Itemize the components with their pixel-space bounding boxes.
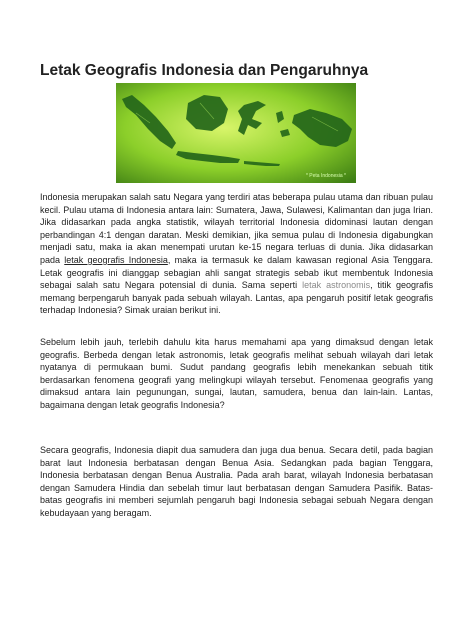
map-caption: * Peta Indonesia * bbox=[305, 173, 346, 179]
page-title: Letak Geografis Indonesia dan Pengaruhnya bbox=[40, 62, 369, 79]
paragraph-1-text-a: Indonesia merupakan salah satu Negara yang terdiri atas beberapa pulau utama dan ribuan pulau kecil. Pulau utama di Indonesia antara lain: Sumatera, Jawa, Sulawesi, Kalimantan dan juga Irian. Jika didasarkan pada angka statistik, wilayah territorial Indonesia didominasi lautan dengan perbandingan 4:1 dengan daratan. Meski demikian, jika semua pulau di Indonesia digabungkan menjadi satu, maka ia akan menempati urutan ke-15 negara terluas di dunia. Jika didasarkan pada bbox=[40, 192, 433, 265]
paragraph-1-text-b: , maka ia termasuk ke dalam kawasan regional Asia Tenggara. Letak geografis ini dianggap sebagian ahli sangat strategis sebab ikut membentuk Indonesia sebagai salah satu Negara potensial di dunia. Sama seperti bbox=[40, 254, 433, 291]
indonesia-map-image bbox=[116, 83, 356, 183]
paragraph-2-text: Sebelum lebih jauh, terlebih dahulu kita harus memahami apa yang dimaksud dengan letak geografis. Berbeda dengan letak astronomis, letak geografis melihat sebuah wilayah dari letak nyatanya di permukaan bumi. Sudut pandang geografis lebih menekankan sebuah titik berdasarkan fenomena geografi yang melingkupi wilayah tersebut. Fenomenaa geografis yang dimaksud antara lain pegunungan, sungai, lautan, samudera, benua dan lain-lain. Lantas, bagaimana dengan letak geografis Indonesia? bbox=[40, 337, 433, 410]
paragraph-2 bbox=[40, 336, 433, 412]
link-letak-astronomis[interactable]: letak astronomis bbox=[302, 280, 371, 291]
paragraph-1 bbox=[40, 191, 433, 317]
link-letak-geografis-indonesia[interactable]: letak geografis Indonesia bbox=[64, 254, 168, 265]
paragraph-3-text: Secara geografis, Indonesia diapit dua samudera dan juga dua benua. Secara detil, pada bagian barat laut Indonesia berbatasan dengan Benua Asia. Sedangkan pada bagian Tenggara, Indonesia berbatasan dengan Benua Australia. Pada arah barat, wilayah Indonesia berbatasan dengan Samudera Hindia dan sebelah timur laut berbatasan dengan Samudera Pasifik. Batas-batas geografis ini memberi sejumlah pengaruh bagi Indonesia sebagai sebuah Negara dengan kebudayaan yang beragam. bbox=[40, 445, 433, 518]
map-illustration bbox=[116, 83, 356, 183]
paragraph-3 bbox=[40, 444, 433, 520]
paragraph-1-text-c: , titik geografis memang berpengaruh banyak pada sebuah wilayah. Lantas, apa pengaruh positif letak geografis terhadap Indonesia? Simak uraian berikut ini. bbox=[40, 280, 433, 316]
